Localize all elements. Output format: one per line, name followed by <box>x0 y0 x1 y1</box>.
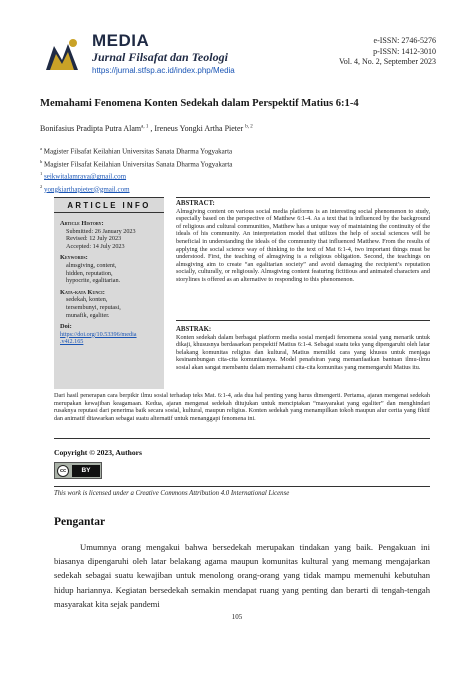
abstrak-section <box>176 326 430 372</box>
journal-url-link[interactable]: https://jurnal.stfsp.ac.id/index.php/Media <box>92 66 235 75</box>
cc-icon: cc <box>57 465 69 477</box>
doi-label: Doi: <box>60 323 72 331</box>
affiliation-b: $^b$ Magister Filsafat Keilahian Universitas Sanata Dharma Yogyakarta <box>40 158 233 168</box>
author-1-sup: a, 1 <box>141 124 149 130</box>
submitted-date: Submitted: 26 January 2023 <box>66 227 136 235</box>
doi-link-cont[interactable]: .v4i2.165 <box>60 338 84 346</box>
author-1: Bonifasius Pradipta Putra Alam <box>40 124 142 133</box>
email-1-row: $^1$ seikwitalamraya@gmail.com <box>40 171 127 181</box>
volume-info: Vol. 4, No. 2, September 2023 <box>339 57 436 66</box>
journal-name: MEDIA <box>92 31 150 50</box>
journal-header <box>40 32 436 80</box>
abstract-bottom-rule <box>54 438 430 439</box>
page-number: 105 <box>231 613 243 621</box>
affiliation-a: $^a$ Magister Filsafat Keilahian Universitas Sanata Dharma Yogyakarta <box>40 146 233 156</box>
journal-logo-icon <box>40 34 86 74</box>
kata-kunci-line: munafik, egaliter. <box>66 311 110 319</box>
article-info-heading: ARTICLE INFO <box>54 197 164 213</box>
cc-by-license-icon[interactable] <box>54 462 102 479</box>
keywords-line: hidden, reputation, <box>66 269 113 277</box>
abstrak-rule <box>176 320 430 321</box>
license-prefix: This work is licensed under a <box>54 490 136 497</box>
issn-block <box>339 36 436 68</box>
abstrak-heading: ABSTRAK: <box>176 326 212 333</box>
body-paragraph <box>54 540 430 611</box>
article-title: Memahami Fenomena Konten Sedekah dalam Perspektif Matius 6:1-4 <box>40 98 359 109</box>
abstrak-text: Konten sedekah dalam berbagai platform media sosial menjadi fenomena sosial yang menarik untuk dikaji, khususnya berdasarkan perspektif Matius 6:1-4. Sebagai suatu teks yang dipengaruhi oleh latar belakang komunitas religius dan kultural, Matius memiliki cara yang khusus untuk menjaga kesinambungan cita-cita komunitasnya. Model penafsiran yang memanfaatkan bantuan ilmu-ilmu sosial akan sangat membantu dalam memahami cita-cita komunitas yang memengaruhi Matius itu. <box>176 333 430 371</box>
journal-subtitle: Jurnal Filsafat dan Teologi <box>92 50 228 64</box>
keywords-line: hypocrite, egalitarian. <box>66 277 121 285</box>
doi-link[interactable]: https://doi.org/10.53396/media <box>60 330 137 338</box>
email-1-link[interactable]: seikwitalamraya@gmail.com <box>44 172 127 181</box>
by-icon: BY <box>72 465 100 477</box>
article-info-body <box>54 213 164 349</box>
abstract-heading: ABSTRACT: <box>176 200 215 207</box>
keywords-label: Keywords: <box>60 254 88 262</box>
body-paragraph-text: Umumnya orang mengakui bahwa bersedekah merupakan tindakan yang baik. Pengakuan ini biasanya dipengaruhi oleh latar belakang agama maupun komunitas kultural yang memang mengajarkan sedekah sebagai suatu kewajiban untuk menolong orang-orang yang tidak mampu memenuhi kebutuhan hidup hariannya. Kegiatan bersedekah semakin mendapat ruang yang penting dan berarti di tengah-tengah masyarakat kita sejak pandemi <box>54 542 430 609</box>
kata-kunci-line: sedekah, konten, <box>66 296 108 304</box>
author-2-sup: b, 2 <box>245 124 253 130</box>
license-text <box>54 490 289 497</box>
author-separator: , Ireneus Yongki Artha Pieter <box>148 124 246 133</box>
section-heading: Pengantar <box>54 516 106 528</box>
article-info-box <box>54 197 164 389</box>
abstract-top-rule <box>176 197 430 198</box>
brand-block <box>92 32 235 76</box>
abstract-section <box>176 197 430 284</box>
copyright-notice: Copyright © 2023, Authors <box>54 448 142 457</box>
author-line <box>40 124 253 133</box>
eissn: e-ISSN: 2746-5276 <box>373 36 436 45</box>
license-rule <box>54 486 430 487</box>
pissn: p-ISSN: 1412-3010 <box>373 46 436 56</box>
revised-date: Revised: 12 July 2023 <box>66 235 122 243</box>
history-label: Article History: <box>60 220 104 227</box>
affiliations <box>40 144 232 194</box>
kata-kunci-label: Kata-kata Kunci: <box>60 288 105 296</box>
email-2-link[interactable]: yongkiarthapieter@gmail.com <box>44 184 130 193</box>
abstract-text: Almsgiving content on various social media platforms is an interesting social phenomenon to study, especially based on the perspective of Matthew 6:1-4. As a text that is influenced by the background of religious and cultural communities, Matthew has a unique way of maintaining the continuity of the ideals of his community. An interpretation model that utilizes the help of social sciences will be beneficial in understanding the ideals of the community that influenced Matthew. From the results of applying the social science way of thinking to the text of Mat 6:1-4, two important things must be understood. First, the teaching of almsgiving is a religious obligation. Second, the teachings on almsgiving aim to create “an egalitarian society” and avoid damaging the recipient’s reputation socially, culturally, or religiously. Almsgiving content featuring fictitious and animated characters and storylines is offered as an alternative to responding to this phenomenon. <box>176 207 430 283</box>
keywords-line: almsgiving, content, <box>66 261 117 269</box>
license-link[interactable]: Creative Commons Attribution 4.0 International License <box>135 490 290 497</box>
kata-kunci-line: tersembunyi, reputasi, <box>66 303 121 311</box>
accepted-date: Accepted: 14 July 2023 <box>66 242 125 250</box>
abstrak-continued: Dari hasil penerapan cara berpikir ilmu sosial terhadap teks Mat. 6:1-4, ada dua hal penting yang harus dimengerti. Pertama, ajaran mengenai sedekah merupakan kewajiban keagamaan. Kedua, ajaran mengenai sedekah ditujukan untuk menciptakan “masyarakat yang egaliter” dan menghindari rusaknya reputasi dari penerima baik secara sosial, kultural, maupun religius. Konten sedekah yang menampilkan tokoh maupun alur cerita yang fiktif dan animatif ditawarkan sebagai suatu alternatif untuk menanggapi fenomena ini. <box>54 392 430 422</box>
email-2-row: $^2$ yongkiarthapieter@gmail.com <box>40 183 130 193</box>
